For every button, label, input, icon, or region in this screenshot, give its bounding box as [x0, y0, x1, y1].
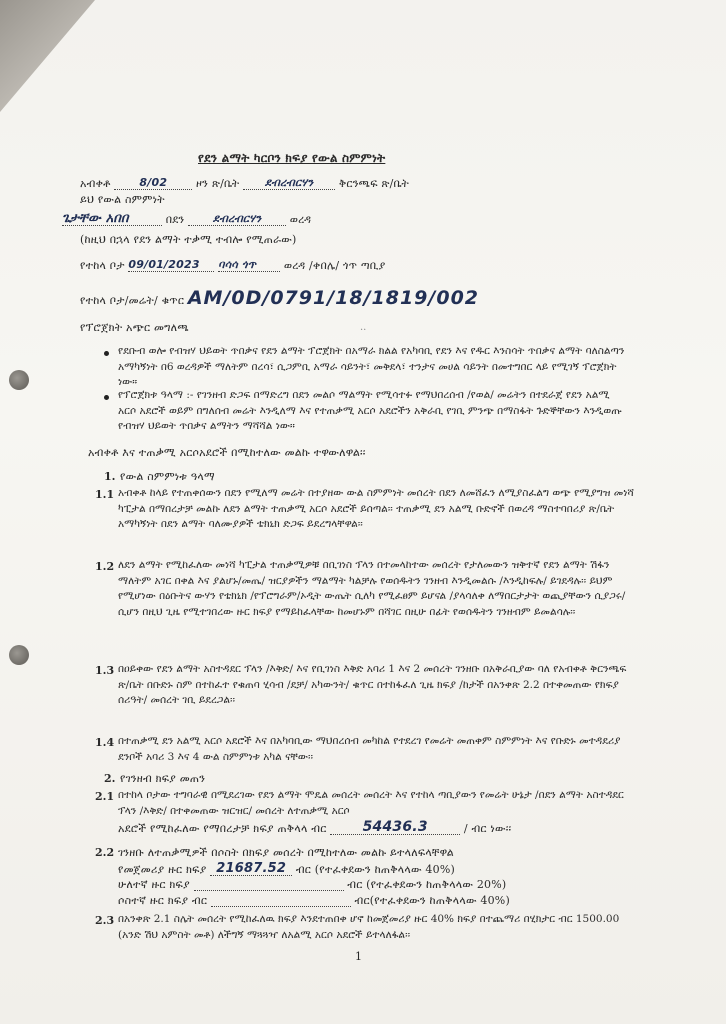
section-2-heading: የገንዘብ ክፍያ መጠን: [120, 772, 206, 785]
land-number-label: የተከላ ቦታ/መሬት/ ቁጥር: [80, 294, 185, 307]
clause-1-2-text: ለደን ልማት የሚከፈለው መነሻ ካፒታል ተጠቃሚዎቹ በቢገነስ ፕላን በተመላከተው መሰረት የታለመውን ዝቅተኛ የደን ልማት ሽፋን ማለትም አገር በቀል እና ያልሆኑ/መጤ/ ዝርያዎችን ማልማት ካልቻሉ የወሰዱትን ገንዘብ እንዲመልሱ /እንዲከፍሉ/ ይገደዳሉ፡፡ ይህም የሚሆነው በዕቡትና ውሃን የቴክኒክ /የፕሮግራም/ኦዲት ውጤት ሲለካ የሚፈፀም ይሆናል /ያላሳለቀ ለማበርታታት ወጪያቸውን ሲያጋሩ/ ሲሆን በዚህ ጊዜ የሚተገበረው ዙር ክፍያ የማይከፈላቸው ከመሆኑም በሻገር በዚሁ በፊት የወሰዱትን ገንዘብም ይመልሳሉ፡፡: [118, 559, 626, 618]
clause-2-3-text: በአንቀጽ 2.1 ስሌት መሰረት የሚከፈለዉ ክፍያ እንደተጠበቀ ሆኖ ከመጀመሪያ ዙር 40% ክፍያ በተጨማሪ በሂክታር ብር 1500.00 (አንድ ሽህ አምስት መቶ) ለችግኝ ማጓጓዣ ለአልሚ አርሶ አደሮች ይተላለፋል፡፡: [118, 913, 620, 941]
clause-1-4-number: 1.4: [95, 736, 115, 749]
folded-corner: [0, 0, 95, 112]
beneficiary-name-handwritten: ጌታቸው አበበ: [62, 212, 162, 226]
first-payment-handwritten: 21687.52: [210, 862, 292, 876]
zone-office-label: ዞን ጽ/ቤት: [195, 177, 240, 190]
clause-1-1-number: 1.1: [95, 488, 115, 501]
site-location-label: ወረዳ /ቀበሌ/ ጎጥ ጣቢያ: [283, 259, 386, 272]
date-handwritten: 8/02: [114, 176, 192, 190]
section-1-number: 1.: [104, 470, 116, 483]
clause-1-2-number: 1.2: [95, 560, 115, 573]
planting-site-label: የተከላ ቦታ: [80, 259, 125, 272]
third-payment-blank: [211, 906, 351, 907]
document-title: የደን ልማት ካርቦን ክፍያ የውል ስምምነት: [198, 151, 386, 165]
clause-1-4-text: በተጠቃሚ ደን አልሚ አርሶ አደሮች እና በአካባቢው ማህበረሰብ መካከል የተደረገ የመሬት መጠቀም ስምምነት እና የቡድኑ መተዳደሪያ ደንቦች አባሪ 3 እና 4 ውል ስምምነቱ አካል ናቸው፡፡: [118, 735, 621, 763]
bullet-project-objective: የፕሮጀክቱ ዓላማ :- የገንዘብ ድጋፍ በማድረግ በደን መልሶ ማልማት የሚሳተፉ የማህበረሰብ /የወል/ መሬትን በተደራጀ የደን አልሚ አርሶ አደሮች ወይም በግለሰብ መሬት እንዲለማ እና የተጠቃሚ አርሶ አደሮችን አቅራቢ የገቢ ምንጭ በማስፋት ጉድኞቸውን እንዲወጡ የብዝሃ ህይወት ጥበቃና ልማትን ማሻሻል ነው።: [118, 389, 622, 432]
third-payment-label: ሶስተኛ ዙር ክፍያ ብር: [118, 894, 208, 907]
header-row-5: [80, 258, 385, 272]
clause-2-1-text: በተከላ ቦታው ተግባራዊ በሚደረገው የደን ልማት ሞዴል መሰረት መሰረት እና የተከላ ጣቢያውን የመሬት ሁኔታ /በደን ልማት አስተዳደር ፕላን /እቅድ/ በተቀመጠው ዝርዝር/ መሰረት ለተጠቃሚ አርሶ: [118, 789, 624, 817]
clause-2-3-number: 2.3: [95, 914, 115, 927]
clause-1-3-text: በዐይቀው የደን ልማት አስተዳደር ፕላን /እቅድ/ እና የቢገነስ እቅድ አባሪ 1 እና 2 መሰረት ገንዘቡ በአቅራቢያው ባለ የአብቀቶ ቅርንጫፍ ጽ/ቤት በቡድኑ ስም በተከፈተ የቁጠባ ሂሳብ /ደቻ/ አካውንት/ ቁጥር በተከፋፈለ ጊዜ ክፍያ /ከታች በአንቀጽ 2.2 በተቀመጠው የክፍያ ሰሪዓት/ መሰረት ገቢ ይደረጋል፡፡: [118, 663, 627, 706]
payment-row-3: [118, 894, 510, 907]
project-summary-heading: የፕሮጀክት አጭር መግለጫ: [80, 321, 189, 334]
third-payment-suffix: ብር(የተፈቀደውን ከጠቅላላው 40%): [354, 894, 510, 907]
zone-handwritten: ደብረብርሃን: [243, 176, 335, 190]
branch-office-label: ቅርንጫፍ ጽ/ቤት: [338, 177, 409, 190]
header-row-6: [80, 287, 480, 309]
total-payment-label: አደሮች የሚከፈለው የማበረታቻ ክፍያ ጠቅላላ ብር: [118, 822, 327, 835]
total-payment-suffix: / ብር ነው፡፡: [463, 822, 512, 835]
clause-2-1-number: 2.1: [95, 790, 115, 803]
agreement-label: ይህ የውል ስምምነት: [80, 193, 165, 206]
bullet-dot: [104, 395, 109, 400]
page-number: 1: [355, 950, 363, 963]
header-row-1: [80, 176, 409, 190]
land-number-handwritten: AM/0D/0791/18/1819/002: [187, 287, 480, 309]
payment-row-2: [118, 878, 506, 891]
section-2-number: 2.: [104, 772, 116, 785]
forest-label: በደን: [165, 213, 185, 226]
total-amount-handwritten: 54436.3: [330, 821, 460, 835]
site-name-handwritten: ባሳሳ ጎጥ: [218, 258, 280, 272]
clause-1-1-text: አብቀቶ ከላይ የተጠቀሰውን በደን የሚለማ መሬት በተያዘው ውል ስምምነት መሰረት በደን ለመሸፈን ለሚያስፈልግ ወጭ የሚያግዝ መነሻ ካፒታል በማበረታቻ መልኩ ለደን ልማት ተጠቃሚ አርሶ አደሮች ይሰጣል፡፡ ተጠቃሚ ደን አልሚ ቡድኖች በወረዳ ማስተባበሪያ ጽ/ቤት አማካኝነት በደን ልማት ባለሙያዎች ቴክኒክ ድጋፍ ይደረግላቸዋል፡፡: [118, 487, 634, 530]
header-row-3: [62, 212, 311, 226]
punch-hole: [9, 645, 29, 665]
second-payment-blank: [194, 890, 344, 891]
first-payment-suffix: ብር (የተፈቀደውን ከጠቅላላው 40%): [295, 863, 455, 876]
second-payment-suffix: ብር (የተፈቀደውን ከጠቅላላው 20%): [347, 878, 507, 891]
second-payment-label: ሁለተኛ ዙር ክፍያ: [118, 878, 190, 891]
clause-2-2-number: 2.2: [95, 846, 115, 859]
payment-row-1: [118, 862, 455, 876]
agreement-intro: አብቀቶ እና ተጠቃሚ አርሶአደሮች በሚከተለው መልኩ ተዋውለዋል፡፡: [88, 446, 366, 459]
first-payment-label: የመጀመሪያ ዙር ክፍያ: [118, 863, 207, 876]
bullet-project-description: የደቡብ ወሎ የብዝሃ ህይወት ጥበቃና የደን ልማት ፕሮጀክት በአማራ ክልል የአካባቢ የደን እና የዱር እንስሳት ጥበቃና ልማት ባለስልጣን አማካኝነት በ6 ወረዳዎች ማለትም በረሳ፣ ሲጋምቢ አማራ ሳይንት፣ መቅደላ፣ ተንታና መሀል ሳይንት በመተግበር ላይ የሚገኝ ፕሮጀክት ነው።: [118, 345, 625, 388]
section-1-heading: የውል ስምምነቱ ዓላማ: [120, 470, 215, 483]
abbay-label: አብቀቶ: [80, 177, 111, 190]
faint-mark: ..: [360, 322, 367, 333]
site-date-handwritten: 09/01/2023: [128, 258, 214, 272]
clause-2-1-total-line: [118, 821, 511, 835]
woreda-label: ወረዳ: [289, 213, 312, 226]
clause-2-2-intro: ገንዘቡ ለተጠቃሚዎች በሶስት በክፍያ መሰረት በሚከተለው መልኩ ይተላለፍላቸዋል: [118, 846, 454, 859]
beneficiary-definition: (ከዚህ በኋላ የደን ልማት ተቃሚ ተብሎ የሚጠራው): [80, 233, 297, 246]
forest-woreda-handwritten: ደብረብርሃን: [188, 212, 286, 226]
punch-hole: [9, 370, 29, 390]
bullet-dot: [104, 351, 109, 356]
clause-1-3-number: 1.3: [95, 664, 115, 677]
